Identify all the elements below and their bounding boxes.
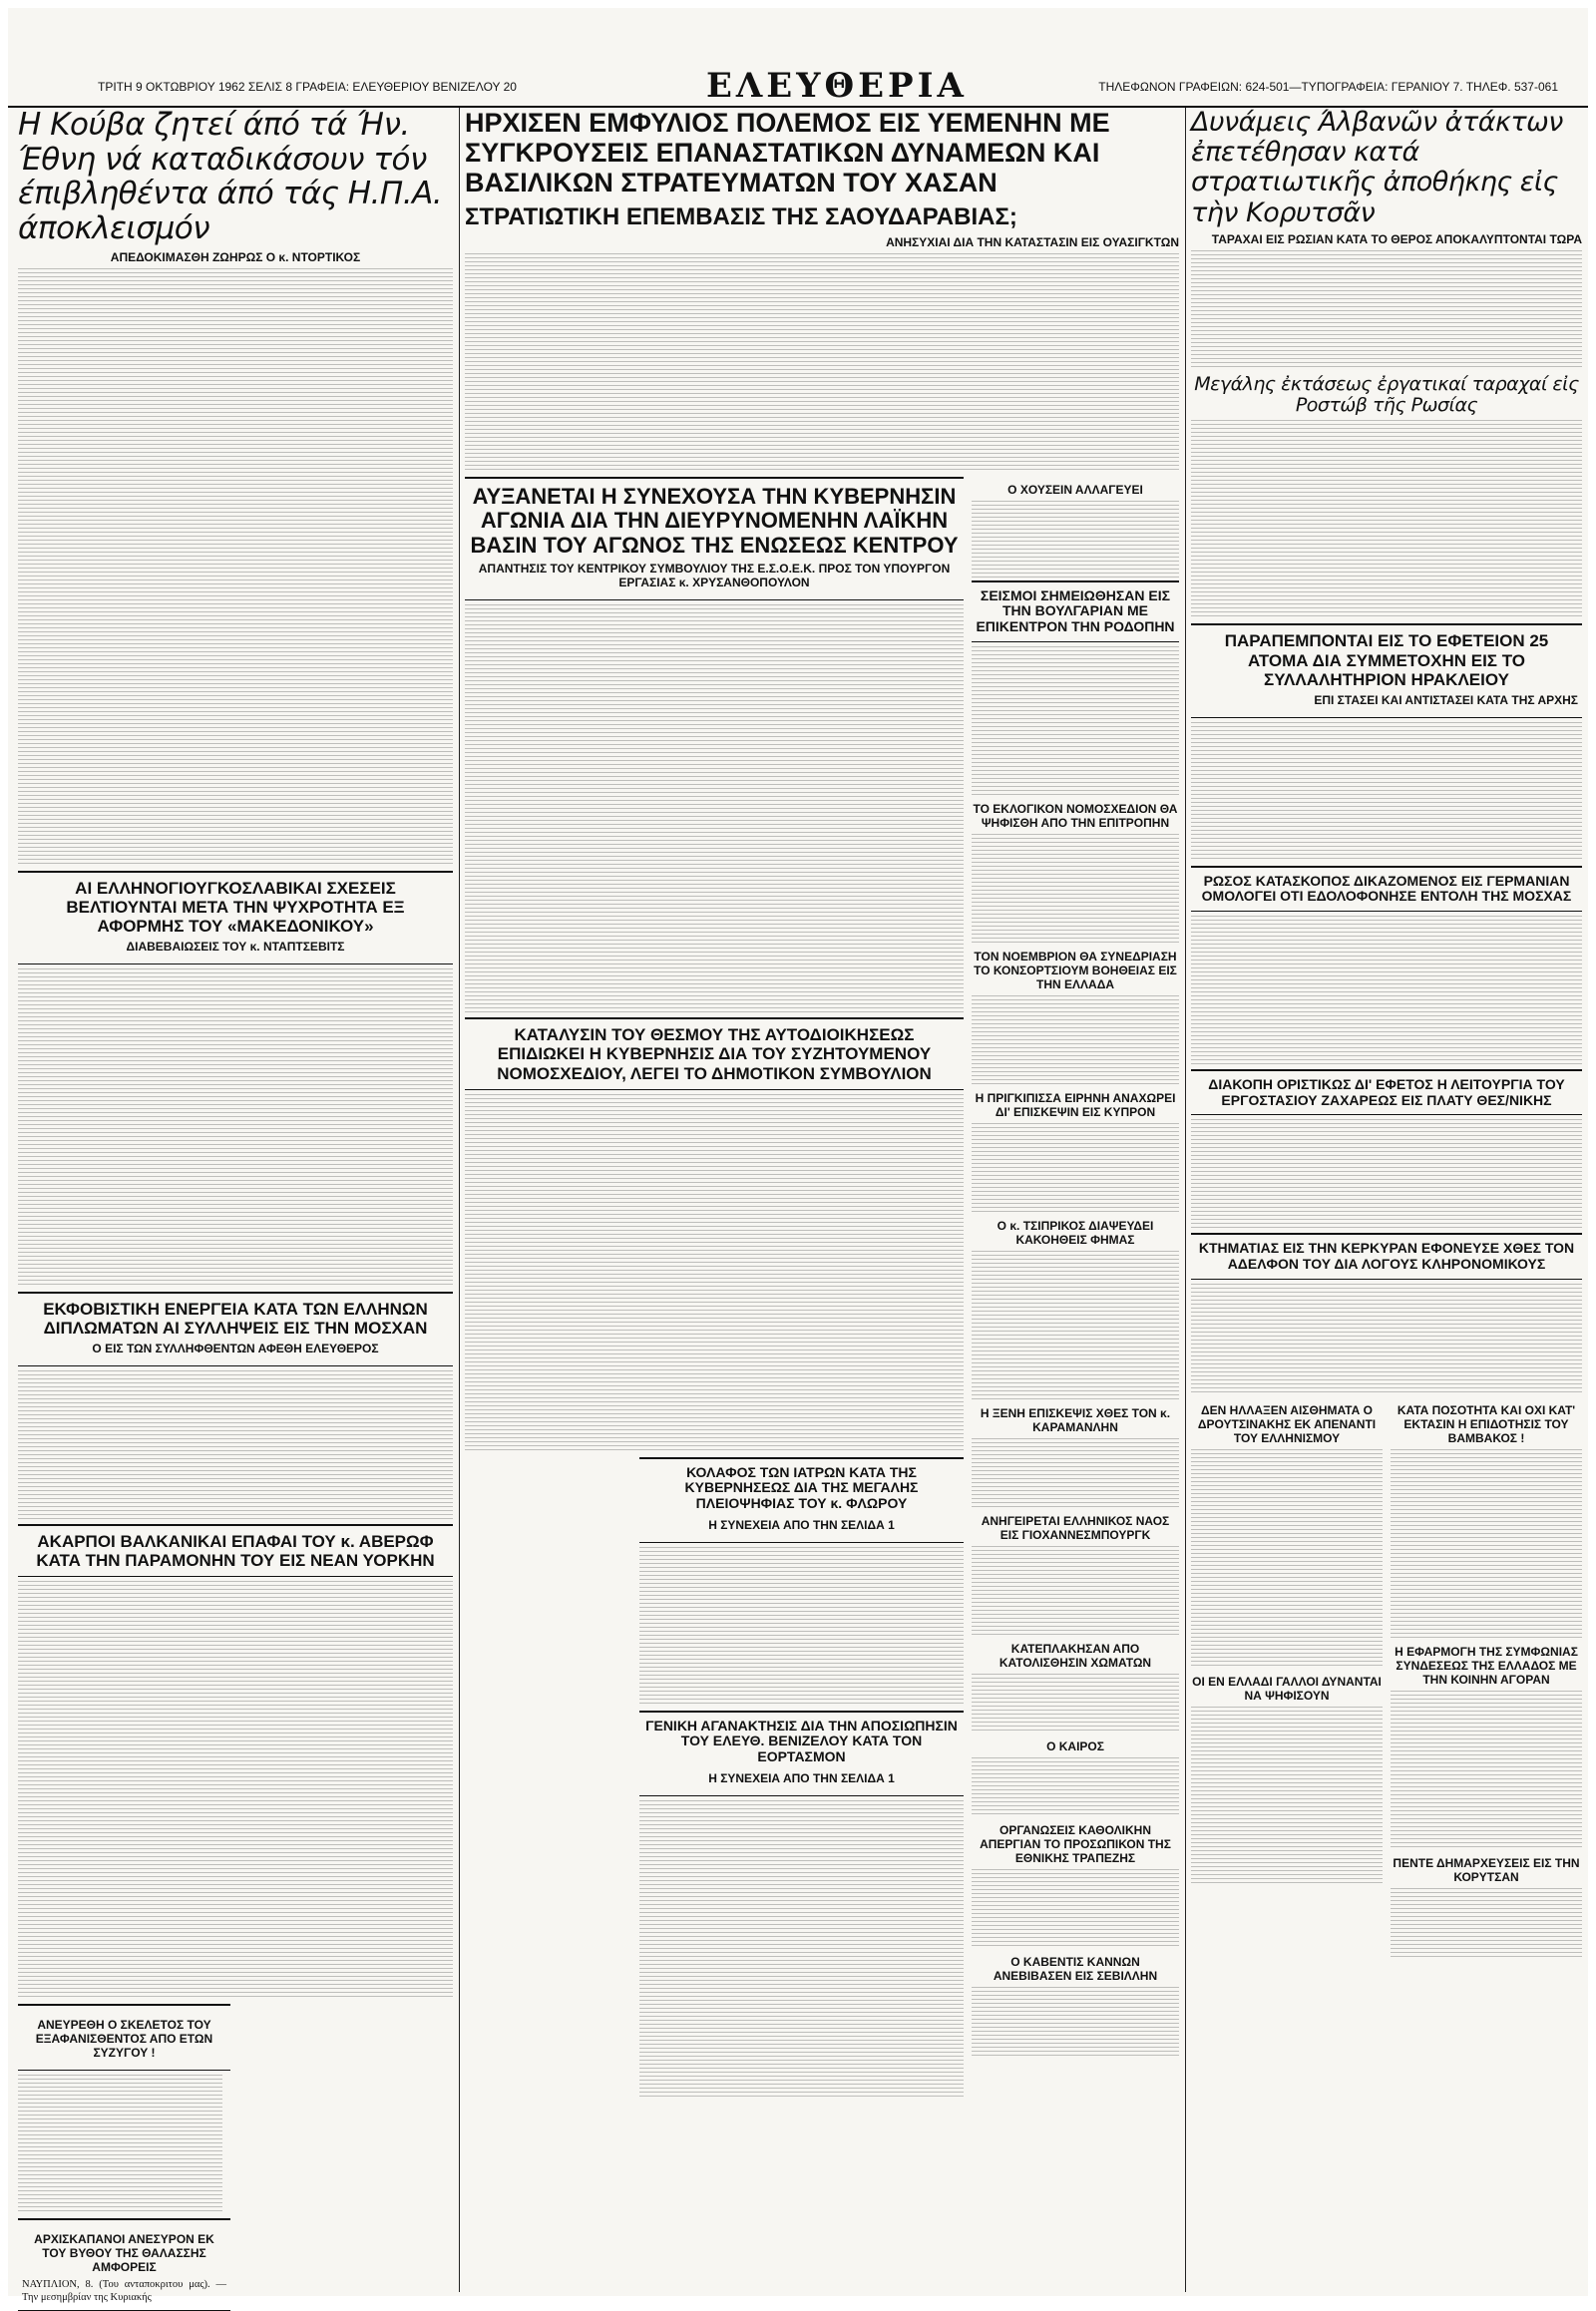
headline-rostov: Μεγάλης ἐκτάσεως ἐργατικαί ταραχαί εἰς Ροστώβ τῆς Ρωσίας: [1194, 372, 1579, 417]
article-text: [972, 1251, 1179, 1400]
article-text: [972, 646, 1179, 796]
article-text: [18, 2075, 222, 2214]
headline-pringipissa: Η ΠΡΙΓΚΙΠΙΣΣΑ ΕΙΡΗΝΗ ΑΝΑΧΩΡΕΙ ΔΙ' ΕΠΙΣΚΕΨΙΝ ΕΙΣ ΚΥΠΡΟΝ: [975, 1090, 1176, 1119]
article-centre-union: [465, 477, 964, 601]
headline-yugoslavia: ΑΙ ΕΛΛΗΝΟΓΙΟΥΓΚΟΣΛΑΒΙΚΑΙ ΣΧΕΣΕΙΣ ΒΕΛΤΙΟΥΝΤΑΙ ΜΕΤΑ ΤΗΝ ΨΥΧΡΟΤΗΤΑ ΕΞ ΑΦΟΡΜΗΣ ΤΟΥ «ΜΑΚΕΔΟΝΙΚΟΥ»: [66, 878, 405, 936]
amphorae-text: ΝΑΥΠΛΙΟΝ, 8. (Του ανταποκριτου μας). — Την μεσημβρίαν της Κυριακής: [22, 2279, 226, 2304]
article-text: [18, 268, 453, 867]
headline-averof: ΑΚΑΡΠΟΙ ΒΑΛΚΑΝΙΚΑΙ ΕΠΑΦΑΙ ΤΟΥ κ. ΑΒΕΡΩΦ ΚΑΤΑ ΤΗΝ ΠΑΡΑΜΟΝΗΝ ΤΟΥ ΕΙΣ ΝΕΑΝ ΥΟΡΚΗΝ: [36, 1532, 435, 1571]
article-text: [972, 1987, 1179, 2057]
continuation: Η ΣΥΝΕΧΕΙΑ ΑΠΟ ΤΗΝ ΣΕΛΙΔΑ 1: [708, 1770, 895, 1785]
article-yugoslavia: [18, 871, 453, 964]
masthead-contact: ΤΗΛΕΦΩΝΟΝ ΓΡΑΦΕΙΩΝ: 624-501—ΤΥΠΟΓΡΑΦΕΙΑ: ΓΕΡΑΝΙΟΥ 7. ΤΗΛΕΦ. 537-061: [1098, 80, 1558, 94]
headline-yugoslavia-sub: ΔΙΑΒΕΒΑΙΩΣΕΙΣ ΤΟΥ κ. ΝΤΑΠΤΣΕΒΙΤΣ: [126, 939, 345, 954]
headline-yemen-sub: ΑΝΗΣΥΧΙΑΙ ΔΙΑ ΤΗΝ ΚΑΤΑΣΤΑΣΙΝ ΕΙΣ ΟΥΑΣΙΓΚΤΩΝ: [886, 234, 1179, 249]
headline-weather: Ο ΚΑΙΡΟΣ: [1046, 1738, 1104, 1753]
article-text: [972, 1757, 1179, 1817]
continuation: Η ΣΥΝΕΧΕΙΑ ΑΠΟ ΤΗΝ ΣΕΛΙΔΑ 1: [708, 1517, 895, 1532]
article-kolafos: [639, 1457, 964, 1543]
article-text: [972, 1674, 1179, 1733]
headline-karamanlis: Η ΞΕΝΗ ΕΠΙΣΚΕΨΙΣ ΧΘΕΣ ΤΟΝ κ. ΚΑΡΑΜΑΝΛΗΝ: [980, 1405, 1171, 1434]
article-text: [972, 834, 1179, 944]
headline-kolafos: ΚΟΛΑΦΟΣ ΤΩΝ ΙΑΤΡΩΝ ΚΑΤΑ ΤΗΣ ΚΥΒΕΡΝΗΣΕΩΣ ΔΙΑ ΤΗΣ ΜΕΓΑΛΗΣ ΠΛΕΙΟΨΗΦΙΑΣ ΤΟΥ κ. ΦΛΩΡΟΥ: [684, 1463, 919, 1511]
headline-droutsinakis: ΔΕΝ ΗΛΛΑΞΕΝ ΑΙΣΘΗΜΑΤΑ Ο ΔΡΟΥΤΣΙΝΑΚΗΣ ΕΚ ΑΠΕΝΑΝΤΙ ΤΟΥ ΕΛΛΗΝΙΣΜΟΥ: [1197, 1402, 1377, 1445]
headline-centre-union: ΑΥΞΑΝΕΤΑΙ Η ΣΥΝΕΧΟΥΣΑ ΤΗΝ ΚΥΒΕΡΝΗΣΙΝ ΑΓΩΝΙΑ ΔΙΑ ΤΗΝ ΔΙΕΥΡΥΝΟΜΕΝΗΝ ΛΑΪΚΗΝ ΒΑΣΙΝ ΤΟΥ ΑΓΩΝΟΣ ΤΗΣ ΕΝΩΣΕΩΣ ΚΕΝΤΡΟΥ: [470, 483, 959, 558]
headline-cotton: ΚΑΤΑ ΠΟΣΟΤΗΤΑ ΚΑΙ ΟΧΙ ΚΑΤ' ΕΚΤΑΣΙΝ Η ΕΠΙΔΟΤΗΣΙΣ ΤΟΥ ΒΑΜΒΑΚΟΣ !: [1396, 1402, 1576, 1445]
article-text: [1191, 250, 1582, 370]
headline-katalysis: ΚΑΤΑΛΥΣΙΝ ΤΟΥ ΘΕΣΜΟΥ ΤΗΣ ΑΥΤΟΔΙΟΙΚΗΣΕΩΣ ΕΠΙΔΙΩΚΕΙ Η ΚΥΒΕΡΝΗΣΙΣ ΔΙΑ ΤΟΥ ΣΥΖΗΤΟΥΜΕΝΟΥ ΝΟΜΟΣΧΕΔΙΟΥ, ΛΕΓΕΙ ΤΟ ΔΗΜΟΤΙΚΟΝ ΣΥΜΒΟΥΛΙΟΝ: [497, 1025, 932, 1083]
headline-ousiaskin: Ο ΧΟΥΣΕΙΝ ΑΛΛΑΓΕΥΕΙ: [1007, 482, 1143, 497]
masthead-title: ΕΛΕΥΘΕΡΙΑ: [706, 66, 968, 106]
headline-centre-union-sub: ΑΠΑΝΤΗΣΙΣ ΤΟΥ ΚΕΝΤΡΙΚΟΥ ΣΥΜΒΟΥΛΙΟΥ ΤΗΣ Ε.Σ.Ο.Ε.Κ. ΠΡΟΣ ΤΟΝ ΥΠΟΥΡΓΟΝ ΕΡΓΑΣΙΑΣ κ. ΧΡΥΣΑΝΘΟΠΟΥΛΟΝ: [478, 562, 951, 590]
column-center: [465, 108, 1179, 2104]
article-text: [1391, 1888, 1582, 1958]
headline-sugar: ΔΙΑΚΟΠΗ ΟΡΙΣΤΙΚΩΣ ΔΙ' ΕΦΕΤΟΣ Η ΛΕΙΤΟΥΡΓΙΑ ΤΟΥ ΕΡΓΟΣΤΑΣΙΟΥ ΖΑΧΑΡΕΩΣ ΕΙΣ ΠΛΑΤΥ ΘΕΣ/ΝΙΚΗΣ: [1208, 1075, 1565, 1108]
headline-moscow-sub: Ο ΕΙΣ ΤΩΝ ΣΥΛΛΗΦΘΕΝΤΩΝ ΑΦΕΘΗ ΕΛΕΥΘΕΡΟΣ: [92, 1342, 379, 1356]
headline-heraklion: ΠΑΡΑΠΕΜΠΟΝΤΑΙ ΕΙΣ ΤΟ ΕΦΕΤΕΙΟΝ 25 ΑΤΟΜΑ ΔΙΑ ΣΥΜΜΕΤΟΧΗΝ ΕΙΣ ΤΟ ΣΥΛΛΑΛΗΤΗΡΙΟΝ ΗΡΑΚΛΕΙΟΥ: [1224, 631, 1549, 689]
headline-saudi: ΣΤΡΑΤΙΩΤΙΚΗ ΕΠΕΜΒΑΣΙΣ ΤΗΣ ΣΑΟΥΔΑΡΑΒΙΑΣ;: [465, 202, 1017, 230]
headline-korytsa: ΠΕΝΤΕ ΔΗΜΑΡΧΕΥΣΕΙΣ ΕΙΣ ΤΗΝ ΚΟΡΥΤΣΑΝ: [1393, 1855, 1580, 1884]
column-rule: [1185, 108, 1186, 2292]
article-text: [1191, 722, 1582, 862]
headline-amphorae: ΑΡΧΙΣΚΑΠΑΝΟΙ ΑΝΕΣΥΡΟΝ ΕΚ ΤΟΥ ΒΥΘΟΥ ΤΗΣ ΘΑΛΑΣΣΗΣ ΑΜΦΟΡΕΙΣ: [34, 2232, 214, 2275]
article-text: [465, 604, 964, 1013]
article-text: [1191, 1707, 1383, 1886]
article-sugar: [1191, 1069, 1582, 1115]
masthead: [8, 66, 1588, 108]
article-text: [18, 968, 453, 1288]
article-text: [1191, 1119, 1582, 1229]
headline-gauls: ΟΙ ΕΝ ΕΛΛΑΔΙ ΓΑΛΛΟΙ ΔΥΝΑΝΤΑΙ ΝΑ ΨΗΦΙΣΟΥΝ: [1192, 1674, 1382, 1703]
headline-cuba: Η Κούβα ζητεί άπό τά Ήν. Έθνη νά καταδικάσουν τόν έπιβληθέντα άπό τάς Η.Π.Α. άποκλεισμόν: [18, 107, 443, 247]
article-text: [465, 253, 1179, 473]
article-text: [972, 1123, 1179, 1213]
article-text: [1391, 1691, 1582, 1850]
article-text: [18, 1370, 453, 1520]
column-right: [1191, 108, 1582, 1958]
headline-moscow: ΕΚΦΟΒΙΣΤΙΚΗ ΕΝΕΡΓΕΙΑ ΚΑΤΑ ΤΩΝ ΕΛΛΗΝΩΝ ΔΙΠΛΩΜΑΤΩΝ ΑΙ ΣΥΛΛΗΨΕΙΣ ΕΙΣ ΤΗΝ ΜΟΣΧΑΝ: [43, 1299, 428, 1338]
article-katalysis: [465, 1017, 964, 1089]
article-text: [18, 1581, 453, 2000]
headline-organoseis: ΟΡΓΑΝΩΣΕΙΣ ΚΑΘΟΛΙΚΗΝ ΑΠΕΡΓΙΑΝ ΤΟ ΠΡΟΣΩΠΙΚΟΝ ΤΗΣ ΕΘΝΙΚΗΣ ΤΡΑΠΕΖΗΣ: [980, 1822, 1171, 1865]
article-seismoi: [972, 580, 1179, 642]
article-text: [972, 1438, 1179, 1508]
headline-spy: ΡΩΣΟΣ ΚΑΤΑΣΚΟΠΟΣ ΔΙΚΑΖΟΜΕΝΟΣ ΕΙΣ ΓΕΡΜΑΝΙΑΝ ΟΜΟΛΟΓΕΙ ΟΤΙ ΕΔΟΛΟΦΟΝΗΣΕ ΕΝΤΟΛΗ ΤΗΣ ΜΟΣΧΑΣ: [1201, 872, 1572, 905]
article-text: [639, 1547, 964, 1707]
article-corfu: [1191, 1233, 1582, 1279]
article-text: [972, 1869, 1179, 1949]
column-rule: [459, 108, 460, 2292]
article-geniki: [639, 1711, 964, 1796]
article-text: [1191, 1449, 1383, 1669]
article-spy: [1191, 866, 1582, 912]
article-heraklion: [1191, 623, 1582, 717]
headline-ekloges: ΤΟ ΕΚΛΟΓΙΚΟΝ ΝΟΜΟΣΧΕΔΙΟΝ ΘΑ ΨΗΦΙΣΘΗ ΑΠΟ ΤΗΝ ΕΠΙΤΡΟΠΗΝ: [973, 801, 1178, 830]
article-text: [465, 1094, 964, 1453]
headline-cuba-sub: ΑΠΕΔΟΚΙΜΑΣΘΗ ΖΩΗΡΩΣ Ο κ. ΝΤΟΡΤΙΚΟΣ: [110, 249, 361, 264]
headline-albania: Δυνάμεις Άλβανῶν ἀτάκτων ἐπετέθησαν κατά στρατιωτικῆς ἀποθήκης εἰς τὴν Κορυτσᾶν: [1191, 107, 1563, 228]
headline-common-market: Η ΕΦΑΡΜΟΓΗ ΤΗΣ ΣΥΜΦΩΝΙΑΣ ΣΥΝΔΕΣΕΩΣ ΤΗΣ ΕΛΛΑΔΟΣ ΜΕ ΤΗΝ ΚΟΙΝΗΝ ΑΓΟΡΑΝ: [1395, 1644, 1578, 1687]
headline-albania-sub: ΤΑΡΑΧΑΙ ΕΙΣ ΡΩΣΙΑΝ ΚΑΤΑ ΤΟ ΘΕΡΟΣ ΑΠΟΚΑΛΥΠΤΟΝΤΑΙ ΤΩΡΑ: [1211, 231, 1582, 246]
headline-geniki: ΓΕΝΙΚΗ ΑΓΑΝΑΚΤΗΣΙΣ ΔΙΑ ΤΗΝ ΑΠΟΣΙΩΠΗΣΙΝ ΤΟΥ ΕΛΕΥΘ. ΒΕΝΙΖΕΛΟΥ ΚΑΤΑ ΤΟΝ ΕΟΡΤΑΣΜΟΝ: [645, 1717, 958, 1764]
article-averof: [18, 1524, 453, 1577]
column-left: [18, 108, 453, 2311]
article-text: [1191, 916, 1582, 1065]
article-text: [1391, 1449, 1582, 1639]
headline-tsipras: Ο κ. ΤΣΙΠΡΙΚΟΣ ΔΙΑΨΕΥΔΕΙ ΚΑΚΟΗΘΕΙΣ ΦΗΜΑΣ: [997, 1218, 1154, 1247]
article-text: [639, 1800, 964, 2100]
article-text: [1191, 1284, 1582, 1393]
headline-seismoi: ΣΕΙΣΜΟΙ ΣΗΜΕΙΩΘΗΣΑΝ ΕΙΣ ΤΗΝ ΒΟΥΛΓΑΡΙΑΝ ΜΕ ΕΠΙΚΕΝΤΡΟΝ ΤΗΝ ΡΟΔΟΠΗΝ: [976, 586, 1175, 634]
headline-novembrio: ΤΟΝ ΝΟΕΜΒΡΙΟΝ ΘΑ ΣΥΝΕΔΡΙΑΣΗ ΤΟ ΚΟΝΣΟΡΤΣΙΟΥΜ ΒΟΗΘΕΙΑΣ ΕΙΣ ΤΗΝ ΕΛΛΑΔΑ: [974, 949, 1177, 991]
article-text: [972, 1546, 1179, 1636]
article-amphorae: [18, 2218, 230, 2311]
article-text: [1191, 420, 1582, 619]
headline-corfu: ΚΤΗΜΑΤΙΑΣ ΕΙΣ ΤΗΝ ΚΕΡΚΥΡΑΝ ΕΦΟΝΕΥΣΕ ΧΘΕΣ ΤΟΝ ΑΔΕΛΦΟΝ ΤΟΥ ΔΙΑ ΛΟΓΟΥΣ ΚΛΗΡΟΝΟΜΙΚΟΥΣ: [1198, 1240, 1575, 1272]
newspaper-page: [8, 8, 1588, 2304]
headline-katepl: ΚΑΤΕΠΛΑΚΗΣΑΝ ΑΠΟ ΚΑΤΟΛΙΣΘΗΣΙΝ ΧΩΜΑΤΩΝ: [998, 1641, 1152, 1670]
headline-skeleton: ΑΝΕΥΡΕΘΗ Ο ΣΚΕΛΕΤΟΣ ΤΟΥ ΕΞΑΦΑΝΙΣΘΕΝΤΟΣ ΑΠΟ ΕΤΩΝ ΣΥΖΥΓΟΥ !: [35, 2018, 213, 2061]
headline-naos: ΑΝΗΓΕΙΡΕΤΑΙ ΕΛΛΗΝΙΚΟΣ ΝΑΟΣ ΕΙΣ ΓΙΟΧΑΝΝΕΣΜΠΟΥΡΓΚ: [981, 1513, 1170, 1542]
article-skeleton: [18, 2004, 230, 2071]
article-text: [972, 995, 1179, 1085]
headline-yemen: ΗΡΧΙΣΕΝ ΕΜΦΥΛΙΟΣ ΠΟΛΕΜΟΣ ΕΙΣ ΥΕΜΕΝΗΝ ΜΕ ΣΥΓΚΡΟΥΣΕΙΣ ΕΠΑΝΑΣΤΑΤΙΚΩΝ ΔΥΝΑΜΕΩΝ ΚΑΙ ΒΑΣΙΛΙΚΩΝ ΣΤΡΑΤΕΥΜΑΤΩΝ ΤΟΥ ΧΑΣΑΝ: [465, 108, 1110, 198]
headline-kavneti: Ο ΚΑΒΕΝΤΙΣ ΚΑΝΝΩΝ ΑΝΕΒΙΒΑΣΕΝ ΕΙΣ ΣΕΒΙΛΛΗΝ: [993, 1954, 1158, 1983]
masthead-date: ΤΡΙΤΗ 9 ΟΚΤΩΒΡΙΟΥ 1962 ΣΕΛΙΣ 8 ΓΡΑΦΕΙΑ: ΕΛΕΥΘΕΡΙΟΥ ΒΕΝΙΖΕΛΟΥ 20: [98, 80, 517, 94]
article-moscow: [18, 1292, 453, 1366]
headline-heraklion-sub: ΕΠΙ ΣΤΑΣΕΙ ΚΑΙ ΑΝΤΙΣΤΑΣΕΙ ΚΑΤΑ ΤΗΣ ΑΡΧΗΣ: [1314, 692, 1578, 707]
article-text: [972, 501, 1179, 580]
